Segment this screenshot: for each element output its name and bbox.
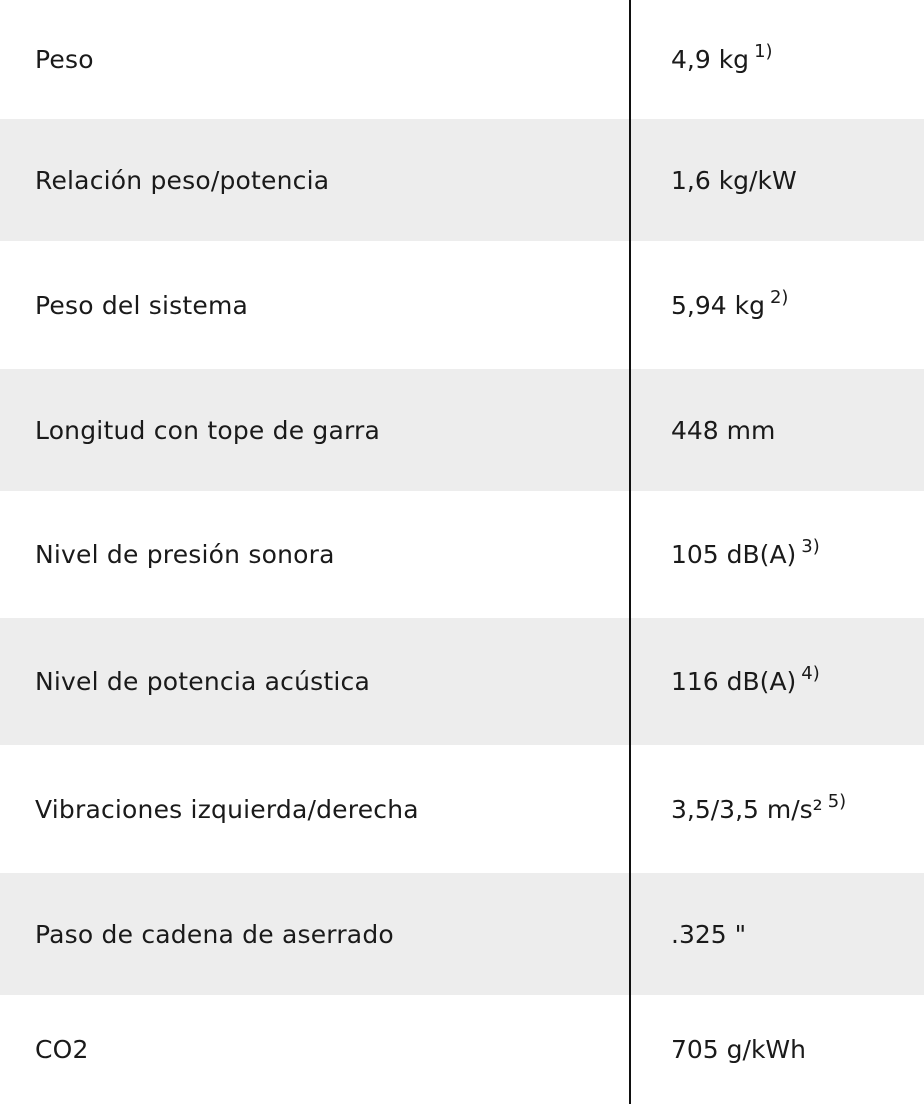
spec-row-potencia-acustica bbox=[0, 618, 924, 745]
spec-value-text: 448 mm bbox=[671, 415, 776, 445]
spec-row-vibraciones bbox=[0, 745, 924, 873]
spec-row-longitud bbox=[0, 369, 924, 491]
spec-row-co2 bbox=[0, 995, 924, 1104]
spec-label: Vibraciones izquierda/derecha bbox=[35, 794, 419, 824]
spec-label: Paso de cadena de aserrado bbox=[35, 919, 394, 949]
spec-value-text: 116 dB(A) bbox=[671, 667, 797, 696]
spec-value-text: 5,94 kg bbox=[671, 290, 765, 320]
spec-value-text: 1,6 kg/kW bbox=[671, 165, 797, 195]
spec-value-text: 705 g/kWh bbox=[671, 1035, 806, 1064]
spec-row-paso-cadena bbox=[0, 873, 924, 995]
column-divider bbox=[629, 0, 631, 1104]
spec-footnote: 3) bbox=[801, 536, 820, 557]
spec-row-peso-sistema bbox=[0, 241, 924, 369]
spec-row-peso bbox=[0, 0, 924, 119]
spec-value-text: .325 " bbox=[671, 919, 747, 949]
spec-value bbox=[671, 41, 773, 74]
spec-value-text: 3,5/3,5 m/s² bbox=[671, 794, 823, 824]
spec-value bbox=[671, 790, 847, 824]
spec-value-text: 105 dB(A) bbox=[671, 540, 797, 569]
spec-label: CO2 bbox=[35, 1035, 89, 1064]
spec-value bbox=[671, 1035, 811, 1064]
spec-footnote: 1) bbox=[754, 41, 773, 62]
spec-label: Nivel de potencia acústica bbox=[35, 667, 371, 696]
spec-value-text: 4,9 kg bbox=[671, 45, 750, 74]
spec-label: Relación peso/potencia bbox=[35, 165, 330, 195]
spec-row-relacion-peso-potencia bbox=[0, 119, 924, 241]
spec-value bbox=[671, 663, 820, 696]
spec-value bbox=[671, 536, 820, 569]
spec-label: Peso del sistema bbox=[35, 290, 249, 320]
spec-footnote: 4) bbox=[801, 663, 820, 684]
spec-value bbox=[671, 920, 751, 949]
spec-value bbox=[671, 416, 780, 445]
spec-footnote: 2) bbox=[769, 286, 789, 308]
spec-label: Nivel de presión sonora bbox=[35, 540, 335, 569]
spec-label: Longitud con tope de garra bbox=[35, 415, 381, 445]
spec-value bbox=[671, 166, 802, 195]
spec-label: Peso bbox=[35, 45, 94, 74]
spec-row-presion-sonora bbox=[0, 491, 924, 618]
spec-value bbox=[671, 286, 789, 320]
spec-footnote: 5) bbox=[827, 790, 847, 812]
